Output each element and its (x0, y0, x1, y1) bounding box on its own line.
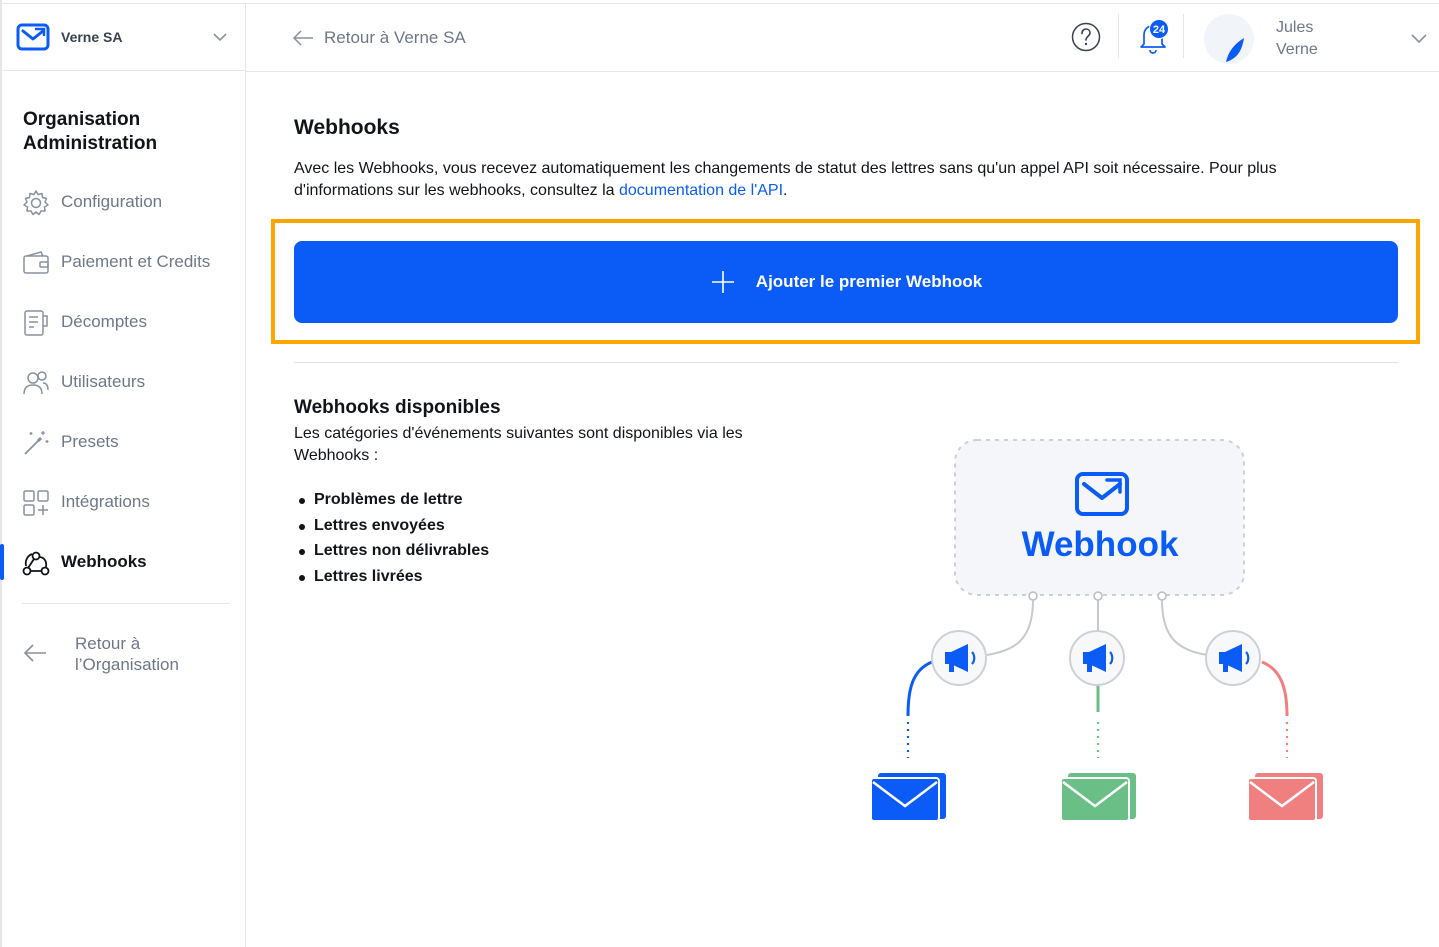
sidebar-title: Organisation Administration (23, 109, 158, 154)
letter-logo-icon (16, 23, 50, 51)
header-separator (1118, 14, 1119, 58)
description-text: Avec les Webhooks, vous recevez automatiquement les changements de statut des lettres sans qu'un appel API soit nécessaire. Pour plus d'informations sur les webhooks, consultez la (294, 160, 1277, 199)
sidebar-item-label: Intégrations (61, 492, 150, 511)
header-separator (1183, 14, 1184, 58)
receipt-icon (21, 308, 51, 338)
notification-badge: 24 (1149, 19, 1169, 39)
available-webhooks-title: Webhooks disponibles (294, 397, 501, 418)
sidebar-item-label: Presets (61, 432, 119, 451)
sidebar-item-webhooks[interactable] (2, 540, 245, 584)
user-menu[interactable] (1204, 12, 1434, 64)
top-header (246, 4, 1439, 72)
arrow-left-icon (292, 29, 314, 47)
envelope-icon (1248, 773, 1323, 821)
sidebar-item-configuration[interactable] (2, 180, 245, 224)
sidebar-item-label: Webhooks (61, 552, 147, 571)
sidebar-item-label: Paiement et Credits (61, 252, 211, 271)
sidebar-divider (22, 603, 230, 604)
back-to-organisation-label: Retour à l’Organisation (75, 634, 179, 674)
add-button-label: Ajouter le premier Webhook (755, 272, 983, 291)
envelope-icon (1061, 773, 1136, 821)
illustration-label: Webhook (1021, 525, 1179, 564)
sidebar-item-decomptes[interactable] (2, 300, 245, 344)
list-item: Lettres non délivrables (296, 538, 489, 564)
page-title: Webhooks (294, 116, 400, 139)
sidebar-item-paiement[interactable] (2, 240, 245, 284)
add-first-webhook-button[interactable] (294, 241, 1398, 323)
megaphone-icon (1206, 631, 1260, 685)
page-description (294, 158, 1324, 202)
webhook-icon (21, 548, 51, 578)
api-documentation-link[interactable]: documentation de l'API (619, 182, 784, 199)
users-icon (21, 368, 51, 398)
list-item: Lettres livrées (296, 564, 489, 590)
back-to-organisation-link[interactable] (2, 624, 245, 684)
available-webhooks-list (296, 487, 489, 590)
description-end: . (783, 182, 788, 199)
help-icon[interactable] (1070, 21, 1102, 53)
avatar (1204, 14, 1254, 64)
section-divider (294, 362, 1398, 363)
chevron-down-icon (1410, 32, 1428, 44)
sidebar-item-utilisateurs[interactable] (2, 360, 245, 404)
chevron-down-icon (212, 31, 228, 43)
sidebar-item-label: Configuration (61, 192, 163, 211)
sidebar (2, 4, 246, 947)
sidebar-item-presets[interactable] (2, 420, 245, 464)
envelope-icon (871, 773, 946, 821)
megaphone-icon (1070, 631, 1124, 685)
wallet-icon (21, 248, 51, 278)
user-last-name: Verne (1276, 41, 1318, 58)
user-first-name: Jules (1276, 19, 1314, 36)
plus-icon (710, 269, 736, 295)
avatar-graphic (1204, 14, 1254, 64)
back-to-org-link[interactable] (292, 26, 466, 50)
org-switcher[interactable] (2, 4, 245, 71)
gear-icon (21, 188, 51, 218)
apps-icon (21, 488, 51, 518)
arrow-left-icon (22, 642, 48, 664)
org-name: Verne SA (61, 29, 123, 45)
list-item: Problèmes de lettre (296, 487, 489, 513)
webhook-illustration (860, 432, 1340, 832)
available-webhooks-description: Les catégories d'événements suivantes sont disponibles via les Webhooks : (294, 425, 743, 464)
magic-wand-icon (21, 428, 51, 458)
megaphone-icon (932, 631, 986, 685)
sidebar-item-label: Utilisateurs (61, 372, 146, 391)
back-link-label: Retour à Verne SA (324, 28, 466, 47)
sidebar-item-integrations[interactable] (2, 480, 245, 524)
user-name (1276, 17, 1318, 61)
sidebar-item-label: Décomptes (61, 312, 147, 331)
list-item: Lettres envoyées (296, 513, 489, 539)
